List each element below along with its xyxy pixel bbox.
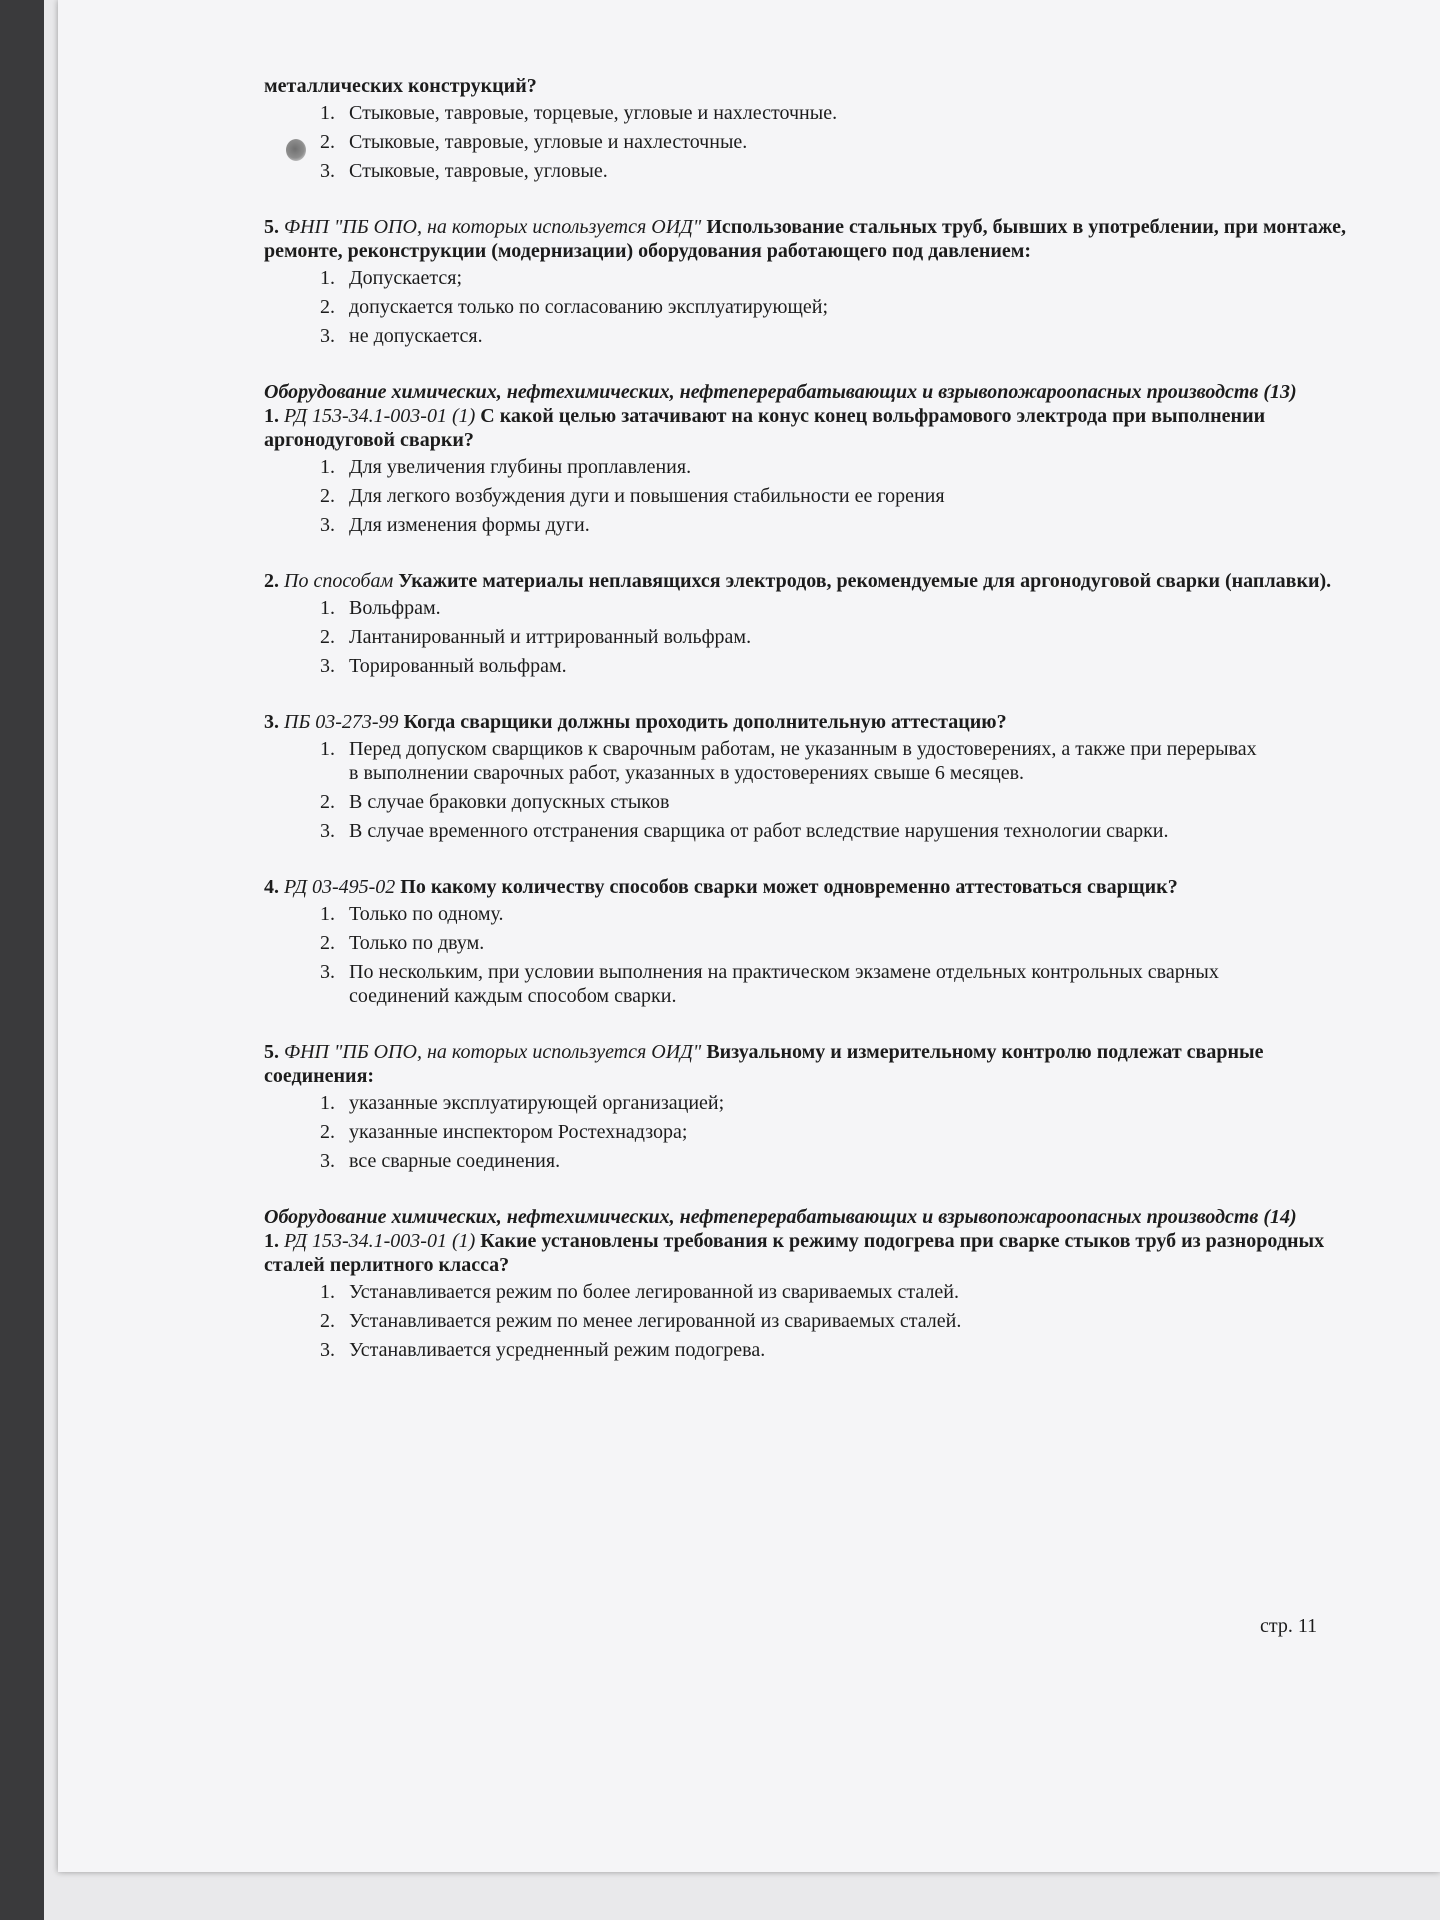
- question-heading: [264, 569, 1374, 593]
- answer-item: [320, 324, 1374, 348]
- answer-number: 1.: [320, 456, 335, 478]
- answer-text: Устанавливается режим по более легированной из свариваемых сталей.: [349, 1281, 960, 1303]
- question-source: РД 153-34.1-003-01 (1): [284, 405, 476, 427]
- answer-item: [320, 596, 1374, 620]
- question-number: 1.: [264, 405, 279, 427]
- answer-number: 1.: [320, 102, 335, 124]
- answer-number: 3.: [320, 655, 335, 677]
- answer-text: указанные инспектором Ростехнадзора;: [349, 1121, 688, 1143]
- question-block: [264, 710, 1374, 843]
- question-text: По какому количеству способов сварки может одновременно аттестоваться сварщик?: [400, 876, 1178, 898]
- answer-item: [320, 625, 1374, 649]
- answer-item: [320, 455, 1374, 479]
- answer-list: [320, 1280, 1374, 1362]
- answer-text: Только по одному.: [349, 903, 504, 925]
- answer-list: [320, 737, 1374, 843]
- question-heading: [264, 1040, 1264, 1088]
- answer-number: 3.: [320, 160, 335, 182]
- question-heading: [264, 710, 1374, 734]
- page-label: стр.: [1260, 1615, 1293, 1637]
- answer-text: Допускается;: [349, 267, 463, 289]
- question-source: ФНП "ПБ ОПО, на которых используется ОИД": [284, 216, 702, 238]
- answer-number: 2.: [320, 1121, 335, 1143]
- page-content: [264, 74, 1374, 1394]
- question-heading: [264, 1229, 1374, 1277]
- question-number: 1.: [264, 1230, 279, 1252]
- section-14: [264, 1205, 1374, 1362]
- answer-text: Только по двум.: [349, 932, 485, 954]
- answer-list: [320, 1091, 1374, 1173]
- question-source: РД 153-34.1-003-01 (1): [284, 1230, 476, 1252]
- answer-item: [320, 1149, 1374, 1173]
- question-source: ФНП "ПБ ОПО, на которых используется ОИД": [284, 1041, 702, 1063]
- answer-list: [320, 266, 1374, 348]
- answer-text: допускается только по согласованию эксплуатирующей;: [349, 296, 829, 318]
- question-block: [264, 1040, 1374, 1173]
- answer-number: 1.: [320, 1092, 335, 1114]
- question-block: [264, 569, 1374, 678]
- answer-number: 2.: [320, 131, 335, 153]
- question-number: 4.: [264, 876, 279, 898]
- answer-text: В случае временного отстранения сварщика от работ вследствие нарушения технологии сварки.: [349, 820, 1169, 842]
- question-number: 3.: [264, 711, 279, 733]
- page-number: [1260, 1615, 1317, 1638]
- answer-number: 3.: [320, 1339, 335, 1361]
- question-text: Использование стальных труб, бывших в употреблении, при монтаже, ремонте, реконструкции (модернизации) оборудования работающего под давлением:: [264, 216, 1347, 262]
- answer-text: Устанавливается режим по менее легированной из свариваемых сталей.: [349, 1310, 962, 1332]
- answer-number: 1.: [320, 903, 335, 925]
- section-title: Оборудование химических, нефтехимических, нефтеперерабатывающих и взрывопожароопасных производств (14): [264, 1206, 1297, 1228]
- answer-item: [320, 1280, 1374, 1304]
- answer-text: Стыковые, тавровые, торцевые, угловые и нахлесточные.: [349, 102, 838, 124]
- answer-number: 3.: [320, 325, 335, 347]
- question-number: 2.: [264, 570, 279, 592]
- section-title: Оборудование химических, нефтехимических, нефтеперерабатывающих и взрывопожароопасных производств (13): [264, 381, 1297, 403]
- question-text: металлических конструкций?: [264, 75, 537, 97]
- answer-item: [320, 101, 1374, 125]
- answer-number: 3.: [320, 1150, 335, 1172]
- answer-item: [320, 266, 1374, 290]
- answer-text: Торированный вольфрам.: [349, 655, 567, 677]
- question-text: Визуальному и измерительному контролю подлежат сварные соединения:: [264, 1041, 1264, 1087]
- answer-item: [320, 1309, 1374, 1333]
- answer-text: указанные эксплуатирующей организацией;: [349, 1092, 725, 1114]
- question-block: [264, 215, 1374, 348]
- answer-list: [320, 902, 1374, 1008]
- answer-item: [320, 819, 1374, 843]
- answer-item: [320, 513, 1374, 537]
- answer-item: [320, 654, 1374, 678]
- question-text: Какие установлены требования к режиму подогрева при сварке стыков труб из разнородных сталей перлитного класса?: [264, 1230, 1325, 1276]
- answer-number: 2.: [320, 626, 335, 648]
- answer-text: По нескольким, при условии выполнения на практическом экзамене отдельных контрольных сварных соединений каждым способом сварки.: [349, 961, 1219, 1007]
- question-block-continued: [264, 74, 1374, 183]
- question-source: По способам: [284, 570, 394, 592]
- answer-text: Устанавливается усредненный режим подогрева.: [349, 1339, 766, 1361]
- answer-item: [320, 1120, 1374, 1144]
- answer-text: не допускается.: [349, 325, 483, 347]
- page-number-value: 11: [1297, 1615, 1318, 1637]
- answer-number: 1.: [320, 738, 335, 760]
- answer-number: 3.: [320, 961, 335, 983]
- answer-number: 2.: [320, 1310, 335, 1332]
- answer-number: 3.: [320, 514, 335, 536]
- answer-item: [320, 1091, 1374, 1115]
- answer-text: все сварные соединения.: [349, 1150, 561, 1172]
- answer-number: 2.: [320, 791, 335, 813]
- question-number: 5.: [264, 216, 279, 238]
- answer-text: Лантанированный и иттрированный вольфрам.: [349, 626, 752, 648]
- answer-item: [320, 960, 1374, 1008]
- answer-text: Для изменения формы дуги.: [349, 514, 590, 536]
- answer-text: Стыковые, тавровые, угловые.: [349, 160, 608, 182]
- question-block: [264, 875, 1374, 1008]
- answer-item: [320, 737, 1374, 785]
- answer-number: 2.: [320, 485, 335, 507]
- question-number: 5.: [264, 1041, 279, 1063]
- answer-item: [320, 484, 1374, 508]
- answer-number: 1.: [320, 597, 335, 619]
- answer-item: [320, 159, 1374, 183]
- question-heading: [264, 875, 1374, 899]
- answer-text: В случае браковки допускных стыков: [349, 791, 670, 813]
- answer-number: 1.: [320, 267, 335, 289]
- question-heading: [264, 215, 1374, 263]
- answer-number: 3.: [320, 820, 335, 842]
- question-heading: [264, 404, 1374, 452]
- answer-text: Для увеличения глубины проплавления.: [349, 456, 692, 478]
- answer-number: 2.: [320, 932, 335, 954]
- answer-list: [320, 455, 1374, 537]
- question-source: РД 03-495-02: [284, 876, 396, 898]
- answer-number: 1.: [320, 1281, 335, 1303]
- answer-item: [320, 1338, 1374, 1362]
- question-text: Когда сварщики должны проходить дополнительную аттестацию?: [403, 711, 1007, 733]
- answer-list: [320, 101, 1374, 183]
- answer-item: [320, 790, 1374, 814]
- answer-text: Стыковые, тавровые, угловые и нахлесточные.: [349, 131, 748, 153]
- answer-text: Для легкого возбуждения дуги и повышения стабильности ее горения: [349, 485, 945, 507]
- answer-number: 2.: [320, 296, 335, 318]
- answer-item: [320, 295, 1374, 319]
- answer-list: [320, 596, 1374, 678]
- section-13: [264, 380, 1374, 537]
- answer-item: [320, 130, 1374, 154]
- answer-text: Перед допуском сварщиков к сварочным работам, не указанным в удостоверениях, а также при перерывах в выполнении сварочных работ, указанных в удостоверениях свыше 6 месяцев.: [349, 738, 1257, 784]
- answer-item: [320, 902, 1374, 926]
- answer-text: Вольфрам.: [349, 597, 441, 619]
- question-source: ПБ 03-273-99: [284, 711, 399, 733]
- answer-item: [320, 931, 1374, 955]
- question-text: С какой целью затачивают на конус конец вольфрамового электрода при выполнении аргонодуговой сварки?: [264, 405, 1266, 451]
- question-text: Укажите материалы неплавящихся электродов, рекомендуемые для аргонодуговой сварки (наплавки).: [398, 570, 1332, 592]
